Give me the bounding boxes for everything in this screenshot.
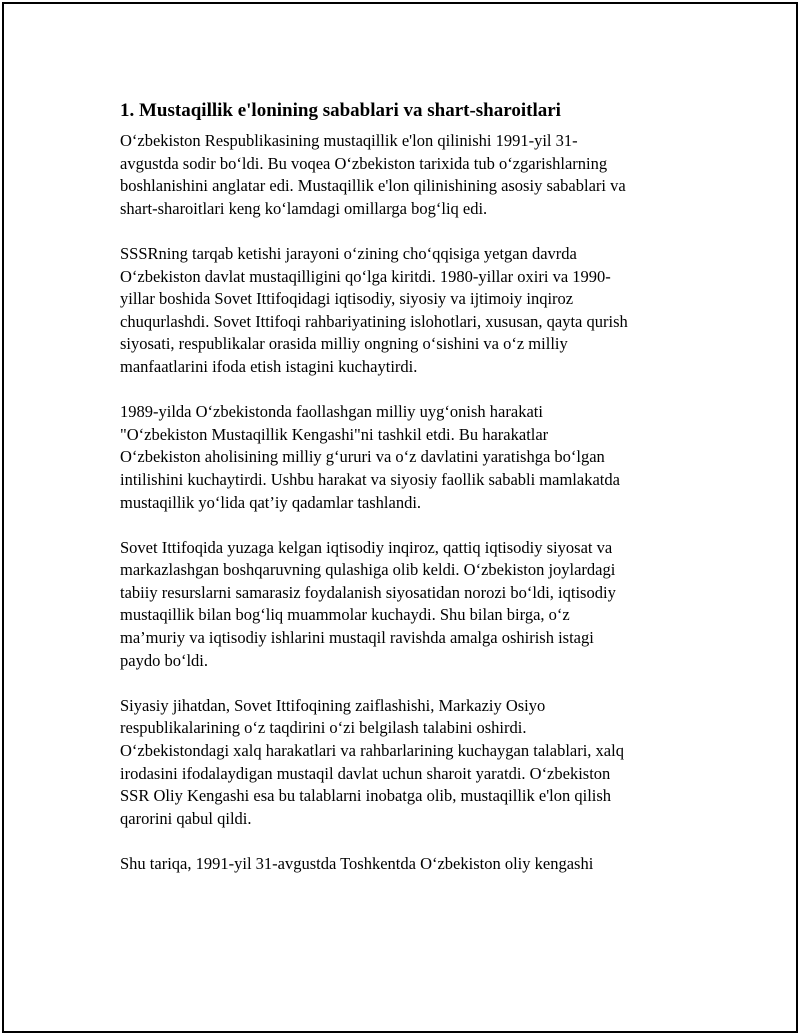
text-line: avgustda sodir bo‘ldi. Bu voqea O‘zbekiston tarixida tub o‘zgarishlarning: [120, 153, 608, 173]
text-line: respublikalarining o‘z taqdirini o‘zi belgilash talabini oshirdi.: [120, 718, 527, 738]
text-line: chuqurlashdi. Sovet Ittifoqi rahbariyatining islohotlari, xususan, qayta qurish: [120, 311, 628, 331]
paragraph-3: [120, 401, 700, 514]
text-line: Shu tariqa, 1991-yil 31-avgustda Toshkentda O‘zbekiston oliy kengashi: [120, 854, 594, 873]
text-line: yillar boshida Sovet Ittifoqidagi iqtisodiy, siyosiy va ijtimoiy inqiroz: [120, 289, 574, 309]
paragraph-2: [120, 243, 700, 379]
text-line: Sovet Ittifoqida yuzaga kelgan iqtisodiy inqiroz, qattiq iqtisodiy siyosat va: [120, 537, 613, 557]
text-line: ma’muriy va iqtisodiy ishlarini mustaqil ravishda amalga oshirish istagi: [120, 628, 594, 648]
document-page: [2, 2, 798, 1033]
text-line: siyosati, respublikalar orasida milliy ongning o‘sishini va o‘z milliy: [120, 334, 568, 354]
text-line: O‘zbekiston davlat mustaqilligini qo‘lga kiritdi. 1980-yillar oxiri va 1990-: [120, 266, 611, 286]
text-line: tabiiy resurslarni samarasiz foydalanish siyosatidan norozi bo‘ldi, iqtisodiy: [120, 582, 616, 602]
text-line: manfaatlarini ifoda etish istagini kuchaytirdi.: [120, 356, 418, 376]
text-line: SSR Oliy Kengashi esa bu talablarni inobatga olib, mustaqillik e'lon qilish: [120, 786, 612, 806]
text-line: O‘zbekistondagi xalq harakatlari va rahbarlarining kuchaygan talablari, xalq: [120, 741, 624, 761]
document-content: [120, 98, 700, 898]
paragraph-1: [120, 130, 700, 220]
text-line: O‘zbekiston aholisining milliy g‘ururi va o‘z davlatini yaratishga bo‘lgan: [120, 447, 605, 467]
text-line: "O‘zbekiston Mustaqillik Kengashi"ni tashkil etdi. Bu harakatlar: [120, 424, 549, 444]
text-line: paydo bo‘ldi.: [120, 650, 208, 670]
paragraph-4: [120, 537, 700, 673]
text-line: O‘zbekiston Respublikasining mustaqillik e'lon qilinishi 1991-yil 31-: [120, 131, 578, 150]
text-line: intilishini kuchaytirdi. Ushbu harakat va siyosiy faollik sababli mamlakatda: [120, 469, 620, 489]
text-line: SSSRning tarqab ketishi jarayoni o‘zining cho‘qqisiga yetgan davrda: [120, 243, 577, 263]
text-line: irodasini ifodalaydigan mustaqil davlat uchun sharoit yaratdi. O‘zbekiston: [120, 763, 611, 783]
text-line: boshlanishini anglatar edi. Mustaqillik e'lon qilinishining asosiy sabablari va: [120, 176, 626, 196]
text-line: 1989-yilda O‘zbekistonda faollashgan milliy uyg‘onish harakati: [120, 402, 543, 422]
section-heading: 1. Mustaqillik e'lonining sabablari va shart-sharoitlari: [120, 100, 561, 121]
text-line: Siyasiy jihatdan, Sovet Ittifoqining zaiflashishi, Markaziy Osiyo: [120, 695, 546, 715]
text-line: mustaqillik bilan bog‘liq muammolar kuchaydi. Shu bilan birga, o‘z: [120, 605, 570, 625]
paragraph-5: [120, 695, 700, 831]
text-line: markazlashgan boshqaruvning qulashiga olib keldi. O‘zbekiston joylardagi: [120, 560, 616, 580]
text-line: qarorini qabul qildi.: [120, 808, 252, 828]
paragraph-6: [120, 853, 700, 876]
text-line: shart-sharoitlari keng ko‘lamdagi omillarga bog‘liq edi.: [120, 198, 488, 218]
text-line: mustaqillik yo‘lida qat’iy qadamlar tashlandi.: [120, 492, 422, 512]
